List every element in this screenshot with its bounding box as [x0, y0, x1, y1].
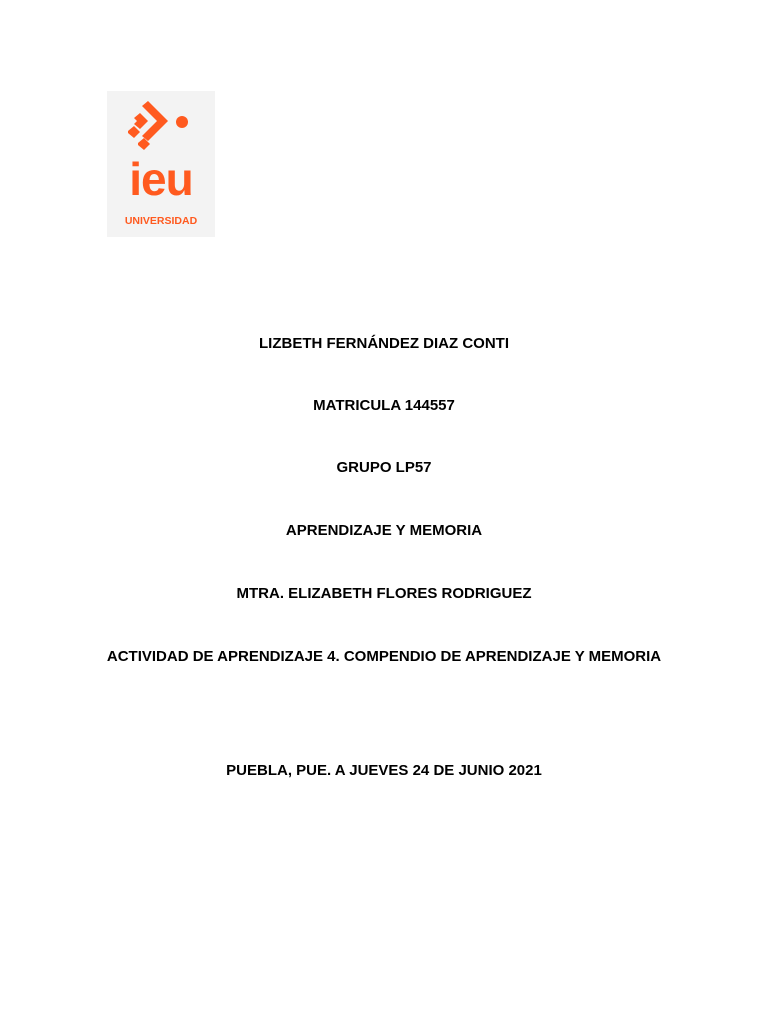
logo-wordmark: ieu [129, 153, 193, 205]
course-title: APRENDIZAJE Y MEMORIA [285, 522, 483, 539]
teacher-name: MTRA. ELIZABETH FLORES RODRIGUEZ [236, 585, 532, 602]
matricula-text: MATRICULA 144557 [313, 397, 455, 414]
ieu-logo-icon [107, 91, 215, 237]
place-and-date: PUEBLA, PUE. A JUEVES 24 DE JUNIO 2021 [226, 762, 542, 779]
university-logo [107, 91, 215, 237]
activity-title: ACTIVIDAD DE APRENDIZAJE 4. COMPENDIO DE APRENDIZAJE Y MEMORIA [106, 648, 662, 665]
group-text: GRUPO LP57 [336, 459, 432, 476]
logo-subtitle: UNIVERSIDAD [124, 215, 198, 227]
student-name: LIZBETH FERNÁNDEZ DIAZ CONTI [259, 335, 509, 352]
